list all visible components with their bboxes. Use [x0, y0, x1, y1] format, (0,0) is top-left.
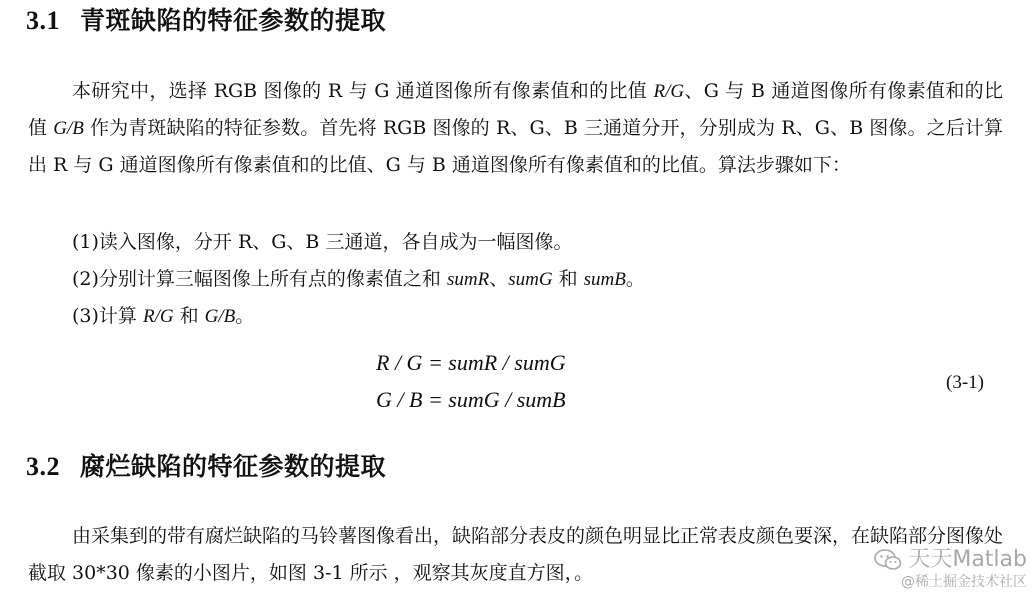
step-text: 。 — [625, 268, 645, 290]
equation-number: (3-1) — [946, 372, 984, 393]
watermark — [874, 547, 1027, 591]
section-number: 3.2 — [26, 452, 60, 481]
section-3-2-paragraph: 由采集到的带有腐烂缺陷的马铃薯图像看出，缺陷部分表皮的颜色明显比正常表皮颜色要深，在缺陷部分图像处截取 30*30 像素的小图片，如图 3-1 所示 ，观察其灰度直方图，。 — [28, 525, 1004, 584]
paragraph-text: 作为青斑缺陷的特征参数。首先将 RGB 图像的 R、G、B 三通道分开，分别成为 R、G、B 图像。之后计算出 R 与 G 通道图像所有像素值和的比值、G 与 B 通道图像所有像素值和的比值。算法步骤如下： — [28, 117, 1003, 176]
algorithm-step-1 — [72, 224, 572, 261]
equation-rg: R / G = sumR / sumG — [376, 350, 566, 375]
section-title: 青斑缺陷的特征参数的提取 — [80, 6, 387, 35]
variable-sumr: sumR — [446, 269, 490, 290]
wechat-logo-icon — [874, 549, 902, 571]
step-text: 。 — [235, 305, 255, 327]
variable-sumb: sumB — [583, 269, 626, 290]
section-heading-3-1 — [26, 6, 386, 36]
watermark-sub-text: @稀土掘金技术社区 — [901, 574, 1027, 590]
algorithm-step-3 — [72, 298, 254, 335]
watermark-brand-text: 天天Matlab — [908, 547, 1027, 572]
variable-ratio-rg: R/G — [142, 306, 174, 327]
step-separator: 和 — [173, 305, 205, 327]
equation-gb: G / B = sumG / sumB — [376, 387, 566, 412]
variable-ratio-gb: G/B — [53, 118, 84, 139]
step-text: (3)计算 — [72, 305, 143, 327]
algorithm-step-2 — [72, 261, 645, 298]
step-text: (2)分别计算三幅图像上所有点的像素值之和 — [72, 268, 447, 290]
step-separator: 、 — [489, 268, 509, 290]
step-separator: 和 — [552, 268, 584, 290]
section-title: 腐烂缺陷的特征参数的提取 — [80, 452, 387, 481]
variable-ratio-rg: R/G — [653, 81, 685, 102]
step-text: (1)读入图像，分开 R、G、B 三通道，各自成为一幅图像。 — [72, 231, 573, 253]
watermark-brand — [874, 547, 1027, 573]
section-number: 3.1 — [26, 6, 60, 35]
paragraph-text: 、G 与 B 通道图像所有像素值和的比值 — [28, 80, 1003, 139]
variable-sumg: sumG — [508, 269, 553, 290]
paragraph-text: 本研究中，选择 RGB 图像的 R 与 G 通道图像所有像素值和的比值 — [72, 80, 654, 102]
section-heading-3-2 — [26, 452, 386, 482]
section-3-1-paragraph — [28, 73, 1003, 184]
variable-ratio-gb: G/B — [204, 306, 236, 327]
